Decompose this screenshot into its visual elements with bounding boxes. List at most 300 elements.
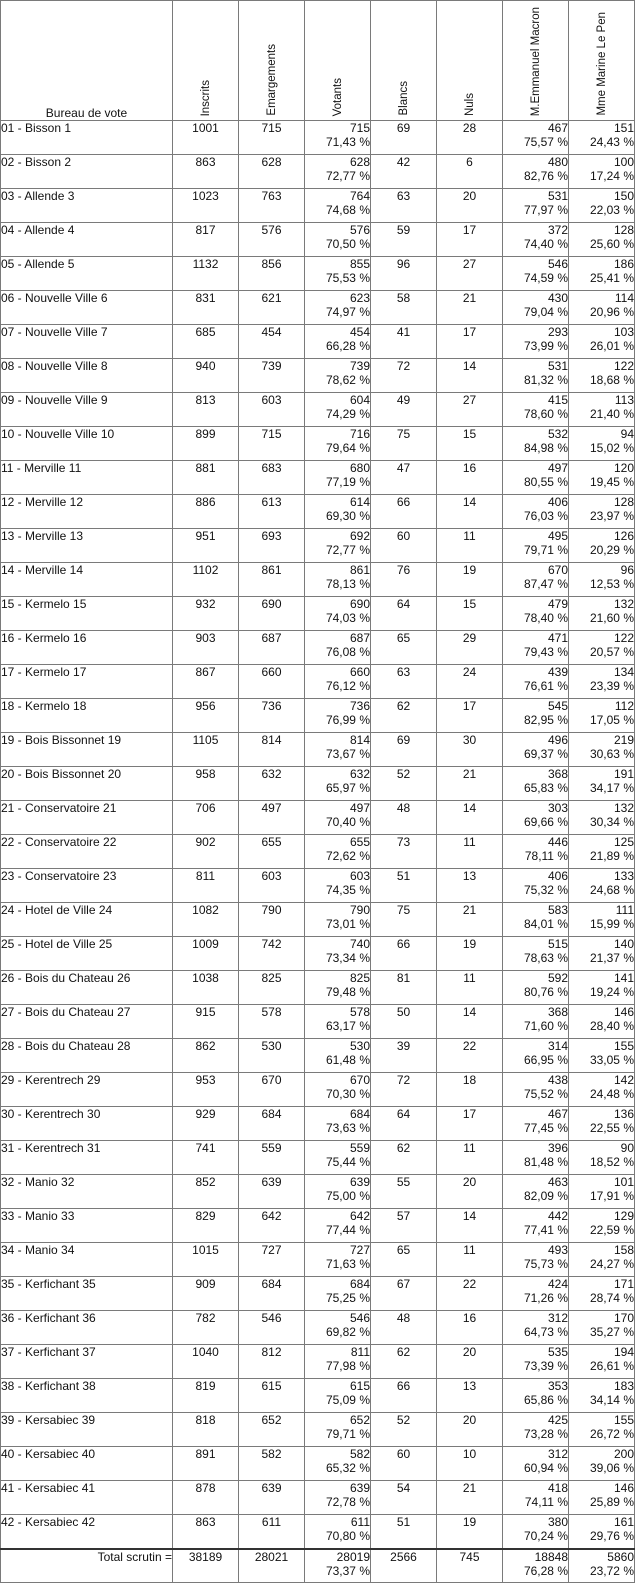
total-votants-cell: [305, 1549, 371, 1583]
votants-percent: 71,63 %: [325, 1257, 370, 1271]
lepen-cell: [569, 1379, 635, 1413]
table-row: [1, 563, 635, 597]
lepen-value: 161: [613, 1515, 634, 1529]
bureau-cell: 37 - Kerfichant 37: [1, 1345, 173, 1379]
macron-value: 583: [547, 903, 568, 917]
macron-percent: 77,97 %: [523, 203, 568, 217]
lepen-cell: [569, 1005, 635, 1039]
table-row: [1, 937, 635, 971]
table-row: [1, 1515, 635, 1549]
blancs-cell: 55: [371, 1175, 437, 1209]
votants-percent: 70,40 %: [325, 815, 370, 829]
lepen-cell: [569, 155, 635, 189]
macron-value: 380: [547, 1515, 568, 1529]
lepen-percent: 18,52 %: [589, 1155, 634, 1169]
macron-percent: 69,66 %: [523, 815, 568, 829]
votants-cell: [305, 1345, 371, 1379]
lepen-value: 126: [613, 529, 634, 543]
macron-cell: [503, 801, 569, 835]
lepen-value: 113: [614, 393, 634, 407]
votants-percent: 79,48 %: [325, 985, 370, 999]
lepen-cell: [569, 903, 635, 937]
emargements-cell: 559: [239, 1141, 305, 1175]
table-row: [1, 189, 635, 223]
lepen-cell: [569, 1413, 635, 1447]
votants-percent: 63,17 %: [325, 1019, 370, 1033]
votants-cell: [305, 767, 371, 801]
votants-percent: 74,68 %: [325, 203, 370, 217]
lepen-cell: [569, 1515, 635, 1549]
lepen-percent: 25,60 %: [589, 237, 634, 251]
macron-cell: [503, 495, 569, 529]
lepen-percent: 34,14 %: [589, 1393, 634, 1407]
nuls-cell: 20: [437, 1175, 503, 1209]
macron-cell: [503, 1311, 569, 1345]
nuls-cell: 21: [437, 767, 503, 801]
table-row: [1, 1073, 635, 1107]
macron-cell: [503, 1243, 569, 1277]
lepen-value: 122: [613, 631, 634, 645]
bureau-cell: 24 - Hotel de Ville 24: [1, 903, 173, 937]
macron-cell: [503, 835, 569, 869]
inscrits-cell: 811: [173, 869, 239, 903]
macron-percent: 73,28 %: [523, 1427, 568, 1441]
blancs-cell: 58: [371, 291, 437, 325]
emargements-cell: 632: [239, 767, 305, 801]
macron-percent: 78,11 %: [524, 849, 568, 863]
votants-percent: 78,62 %: [325, 373, 370, 387]
total-votants-pct: 73,37 %: [325, 1563, 370, 1578]
lepen-cell: [569, 1175, 635, 1209]
blancs-cell: 63: [371, 665, 437, 699]
macron-value: 442: [547, 1209, 568, 1223]
nuls-cell: 21: [437, 903, 503, 937]
votants-value: 825: [349, 971, 370, 985]
nuls-cell: 17: [437, 1107, 503, 1141]
table-row: [1, 1175, 635, 1209]
lepen-cell: [569, 631, 635, 665]
lepen-value: 191: [613, 767, 634, 781]
votants-value: 576: [349, 223, 370, 237]
emargements-cell: 825: [239, 971, 305, 1005]
blancs-cell: 69: [371, 733, 437, 767]
macron-cell: [503, 529, 569, 563]
votants-cell: [305, 155, 371, 189]
votants-percent: 65,97 %: [325, 781, 370, 795]
macron-percent: 82,76 %: [523, 169, 568, 183]
inscrits-cell: 863: [173, 155, 239, 189]
inscrits-cell: 819: [173, 1379, 239, 1413]
bureau-cell: 34 - Manio 34: [1, 1243, 173, 1277]
macron-percent: 75,32 %: [523, 883, 568, 897]
votants-percent: 77,19 %: [325, 475, 370, 489]
macron-percent: 78,63 %: [523, 951, 568, 965]
macron-percent: 76,03 %: [523, 509, 568, 523]
emargements-cell: 576: [239, 223, 305, 257]
blancs-cell: 66: [371, 937, 437, 971]
votants-percent: 73,63 %: [325, 1121, 370, 1135]
votants-percent: 76,99 %: [325, 713, 370, 727]
lepen-value: 134: [613, 665, 634, 679]
total-body: [1, 1549, 635, 1583]
table-row: [1, 767, 635, 801]
votants-cell: [305, 1073, 371, 1107]
bureau-cell: 32 - Manio 32: [1, 1175, 173, 1209]
votants-cell: [305, 257, 371, 291]
votants-percent: 74,29 %: [325, 407, 370, 421]
header-bureau: Bureau de vote: [1, 1, 173, 121]
lepen-value: 158: [613, 1243, 634, 1257]
blancs-cell: 96: [371, 257, 437, 291]
lepen-percent: 29,76 %: [589, 1529, 634, 1543]
inscrits-cell: 1105: [173, 733, 239, 767]
table-row: [1, 1039, 635, 1073]
votants-value: 639: [349, 1481, 370, 1495]
header-row: [1, 1, 635, 121]
votants-cell: [305, 631, 371, 665]
macron-value: 438: [547, 1073, 568, 1087]
macron-cell: [503, 1141, 569, 1175]
inscrits-cell: 813: [173, 393, 239, 427]
votants-cell: [305, 733, 371, 767]
votants-percent: 79,71 %: [325, 1427, 370, 1441]
macron-value: 515: [547, 937, 568, 951]
votants-percent: 76,08 %: [325, 645, 370, 659]
inscrits-cell: 899: [173, 427, 239, 461]
macron-value: 312: [547, 1311, 568, 1325]
macron-value: 670: [547, 563, 568, 577]
lepen-percent: 12,53 %: [589, 577, 634, 591]
lepen-percent: 21,37 %: [589, 951, 634, 965]
votants-value: 614: [349, 495, 370, 509]
emargements-cell: 628: [239, 155, 305, 189]
lepen-percent: 26,01 %: [589, 339, 634, 353]
macron-cell: [503, 359, 569, 393]
inscrits-cell: 891: [173, 1447, 239, 1481]
macron-cell: [503, 971, 569, 1005]
macron-cell: [503, 1039, 569, 1073]
votants-percent: 75,53 %: [325, 271, 370, 285]
inscrits-cell: 940: [173, 359, 239, 393]
votants-value: 740: [349, 937, 370, 951]
blancs-cell: 62: [371, 699, 437, 733]
votants-cell: [305, 291, 371, 325]
lepen-value: 128: [613, 223, 634, 237]
votants-percent: 73,01 %: [325, 917, 370, 931]
lepen-cell: [569, 1481, 635, 1515]
bureau-cell: 42 - Kersabiec 42: [1, 1515, 173, 1549]
inscrits-cell: 741: [173, 1141, 239, 1175]
votants-percent: 72,62 %: [325, 849, 370, 863]
votants-percent: 72,78 %: [325, 1495, 370, 1509]
blancs-cell: 60: [371, 529, 437, 563]
lepen-percent: 20,96 %: [589, 305, 634, 319]
votants-cell: [305, 325, 371, 359]
emargements-cell: 530: [239, 1039, 305, 1073]
lepen-cell: [569, 529, 635, 563]
macron-cell: [503, 767, 569, 801]
total-emargements: 28021: [239, 1549, 305, 1583]
blancs-cell: 60: [371, 1447, 437, 1481]
macron-percent: 74,59 %: [523, 271, 568, 285]
macron-percent: 75,57 %: [523, 135, 568, 149]
votants-cell: [305, 121, 371, 155]
blancs-cell: 72: [371, 1073, 437, 1107]
bureau-cell: 31 - Kerentrech 31: [1, 1141, 173, 1175]
inscrits-cell: 886: [173, 495, 239, 529]
votants-cell: [305, 869, 371, 903]
lepen-cell: [569, 937, 635, 971]
votants-percent: 75,09 %: [325, 1393, 370, 1407]
blancs-cell: 47: [371, 461, 437, 495]
emargements-cell: 683: [239, 461, 305, 495]
lepen-cell: [569, 291, 635, 325]
votants-percent: 74,97 %: [325, 305, 370, 319]
macron-percent: 78,60 %: [523, 407, 568, 421]
emargements-cell: 652: [239, 1413, 305, 1447]
lepen-value: 171: [613, 1277, 634, 1291]
bureau-cell: 07 - Nouvelle Ville 7: [1, 325, 173, 359]
blancs-cell: 66: [371, 495, 437, 529]
table-row: [1, 1243, 635, 1277]
votants-cell: [305, 1481, 371, 1515]
lepen-value: 96: [620, 563, 634, 577]
macron-value: 531: [547, 359, 568, 373]
lepen-value: 141: [613, 971, 634, 985]
inscrits-cell: 685: [173, 325, 239, 359]
header-blancs: [371, 1, 437, 121]
votants-cell: [305, 427, 371, 461]
macron-cell: [503, 597, 569, 631]
bureau-cell: 18 - Kermelo 18: [1, 699, 173, 733]
bureau-cell: 12 - Merville 12: [1, 495, 173, 529]
emargements-cell: 642: [239, 1209, 305, 1243]
bureau-cell: 26 - Bois du Chateau 26: [1, 971, 173, 1005]
total-macron-pct: 76,28 %: [523, 1563, 568, 1578]
total-blancs: 2566: [371, 1549, 437, 1583]
macron-value: 430: [547, 291, 568, 305]
votants-value: 639: [349, 1175, 370, 1189]
inscrits-cell: 881: [173, 461, 239, 495]
header-nuls: [437, 1, 503, 121]
votants-cell: [305, 1039, 371, 1073]
lepen-value: 146: [613, 1005, 634, 1019]
bureau-cell: 21 - Conservatoire 21: [1, 801, 173, 835]
nuls-cell: 29: [437, 631, 503, 665]
emargements-cell: 715: [239, 427, 305, 461]
bureau-cell: 28 - Bois du Chateau 28: [1, 1039, 173, 1073]
inscrits-cell: 1102: [173, 563, 239, 597]
lepen-value: 103: [613, 325, 634, 339]
inscrits-cell: 878: [173, 1481, 239, 1515]
lepen-cell: [569, 1345, 635, 1379]
votants-percent: 65,32 %: [325, 1461, 370, 1475]
lepen-value: 142: [613, 1073, 634, 1087]
results-body: [1, 121, 635, 1549]
nuls-cell: 20: [437, 1345, 503, 1379]
lepen-cell: [569, 1447, 635, 1481]
bureau-cell: 09 - Nouvelle Ville 9: [1, 393, 173, 427]
lepen-cell: [569, 597, 635, 631]
emargements-cell: 655: [239, 835, 305, 869]
table-row: [1, 597, 635, 631]
nuls-cell: 30: [437, 733, 503, 767]
votants-value: 670: [349, 1073, 370, 1087]
total-macron-cell: [503, 1549, 569, 1583]
nuls-cell: 16: [437, 1311, 503, 1345]
lepen-percent: 24,68 %: [589, 883, 634, 897]
lepen-cell: [569, 121, 635, 155]
blancs-cell: 49: [371, 393, 437, 427]
lepen-value: 90: [620, 1141, 634, 1155]
inscrits-cell: 909: [173, 1277, 239, 1311]
bureau-cell: 33 - Manio 33: [1, 1209, 173, 1243]
macron-percent: 81,48 %: [523, 1155, 568, 1169]
emargements-cell: 790: [239, 903, 305, 937]
total-row: [1, 1549, 635, 1583]
bureau-cell: 03 - Allende 3: [1, 189, 173, 223]
emargements-cell: 715: [239, 121, 305, 155]
inscrits-cell: 817: [173, 223, 239, 257]
table-row: [1, 733, 635, 767]
nuls-cell: 15: [437, 597, 503, 631]
bureau-cell: 15 - Kermelo 15: [1, 597, 173, 631]
inscrits-cell: 953: [173, 1073, 239, 1107]
emargements-cell: 861: [239, 563, 305, 597]
lepen-percent: 26,61 %: [589, 1359, 634, 1373]
votants-value: 611: [350, 1515, 370, 1529]
lepen-cell: [569, 495, 635, 529]
blancs-cell: 51: [371, 1515, 437, 1549]
votants-cell: [305, 1107, 371, 1141]
lepen-percent: 25,41 %: [589, 271, 634, 285]
macron-cell: [503, 121, 569, 155]
votants-percent: 72,77 %: [325, 543, 370, 557]
votants-percent: 75,00 %: [325, 1189, 370, 1203]
lepen-cell: [569, 1107, 635, 1141]
votants-value: 559: [349, 1141, 370, 1155]
blancs-cell: 62: [371, 1141, 437, 1175]
blancs-cell: 52: [371, 767, 437, 801]
macron-percent: 79,71 %: [523, 543, 568, 557]
header-lepen-label: Mme Marine Le Pen: [595, 12, 608, 116]
votants-percent: 61,48 %: [325, 1053, 370, 1067]
lepen-cell: [569, 1209, 635, 1243]
votants-value: 628: [349, 155, 370, 169]
blancs-cell: 67: [371, 1277, 437, 1311]
inscrits-cell: 902: [173, 835, 239, 869]
bureau-cell: 30 - Kerentrech 30: [1, 1107, 173, 1141]
lepen-percent: 28,40 %: [589, 1019, 634, 1033]
bureau-cell: 16 - Kermelo 16: [1, 631, 173, 665]
votants-cell: [305, 971, 371, 1005]
bureau-cell: 05 - Allende 5: [1, 257, 173, 291]
lepen-value: 146: [613, 1481, 634, 1495]
header-inscrits: [173, 1, 239, 121]
macron-value: 406: [547, 495, 568, 509]
emargements-cell: 684: [239, 1277, 305, 1311]
header-blancs-label: Blancs: [397, 81, 410, 116]
inscrits-cell: 1040: [173, 1345, 239, 1379]
lepen-percent: 30,63 %: [589, 747, 634, 761]
lepen-value: 155: [613, 1413, 634, 1427]
macron-cell: [503, 1481, 569, 1515]
total-label: Total scrutin =: [1, 1549, 173, 1583]
lepen-percent: 23,39 %: [589, 679, 634, 693]
lepen-value: 128: [613, 495, 634, 509]
header-votants-label: Votants: [331, 77, 344, 116]
emargements-cell: 621: [239, 291, 305, 325]
lepen-cell: [569, 393, 635, 427]
inscrits-cell: 958: [173, 767, 239, 801]
lepen-percent: 15,99 %: [589, 917, 634, 931]
nuls-cell: 17: [437, 325, 503, 359]
bureau-cell: 25 - Hotel de Ville 25: [1, 937, 173, 971]
lepen-percent: 20,29 %: [589, 543, 634, 557]
macron-value: 353: [547, 1379, 568, 1393]
bureau-cell: 10 - Nouvelle Ville 10: [1, 427, 173, 461]
lepen-cell: [569, 1311, 635, 1345]
macron-percent: 79,43 %: [523, 645, 568, 659]
emargements-cell: 546: [239, 1311, 305, 1345]
lepen-cell: [569, 767, 635, 801]
nuls-cell: 14: [437, 1209, 503, 1243]
lepen-percent: 25,89 %: [589, 1495, 634, 1509]
lepen-cell: [569, 563, 635, 597]
lepen-cell: [569, 461, 635, 495]
blancs-cell: 50: [371, 1005, 437, 1039]
macron-value: 532: [547, 427, 568, 441]
lepen-percent: 33,05 %: [589, 1053, 634, 1067]
table-row: [1, 291, 635, 325]
votants-cell: [305, 1209, 371, 1243]
table-row: [1, 1447, 635, 1481]
lepen-cell: [569, 699, 635, 733]
votants-value: 814: [349, 733, 370, 747]
votants-value: 690: [349, 597, 370, 611]
emargements-cell: 603: [239, 869, 305, 903]
macron-percent: 84,98 %: [523, 441, 568, 455]
table-row: [1, 529, 635, 563]
macron-value: 463: [547, 1175, 568, 1189]
table-row: [1, 835, 635, 869]
emargements-cell: 613: [239, 495, 305, 529]
emargements-cell: 856: [239, 257, 305, 291]
nuls-cell: 11: [437, 971, 503, 1005]
lepen-cell: [569, 223, 635, 257]
nuls-cell: 20: [437, 1413, 503, 1447]
table-row: [1, 665, 635, 699]
votants-cell: [305, 563, 371, 597]
votants-cell: [305, 461, 371, 495]
macron-value: 479: [547, 597, 568, 611]
nuls-cell: 14: [437, 359, 503, 393]
lepen-percent: 30,34 %: [589, 815, 634, 829]
votants-value: 655: [349, 835, 370, 849]
emargements-cell: 739: [239, 359, 305, 393]
lepen-value: 101: [613, 1175, 634, 1189]
votants-cell: [305, 1379, 371, 1413]
macron-cell: [503, 563, 569, 597]
lepen-percent: 20,57 %: [589, 645, 634, 659]
header-emargements-label: Emargements: [265, 44, 278, 116]
macron-cell: [503, 155, 569, 189]
table-row: [1, 1005, 635, 1039]
emargements-cell: 454: [239, 325, 305, 359]
lepen-percent: 18,68 %: [589, 373, 634, 387]
lepen-value: 186: [613, 257, 634, 271]
votants-value: 582: [349, 1447, 370, 1461]
